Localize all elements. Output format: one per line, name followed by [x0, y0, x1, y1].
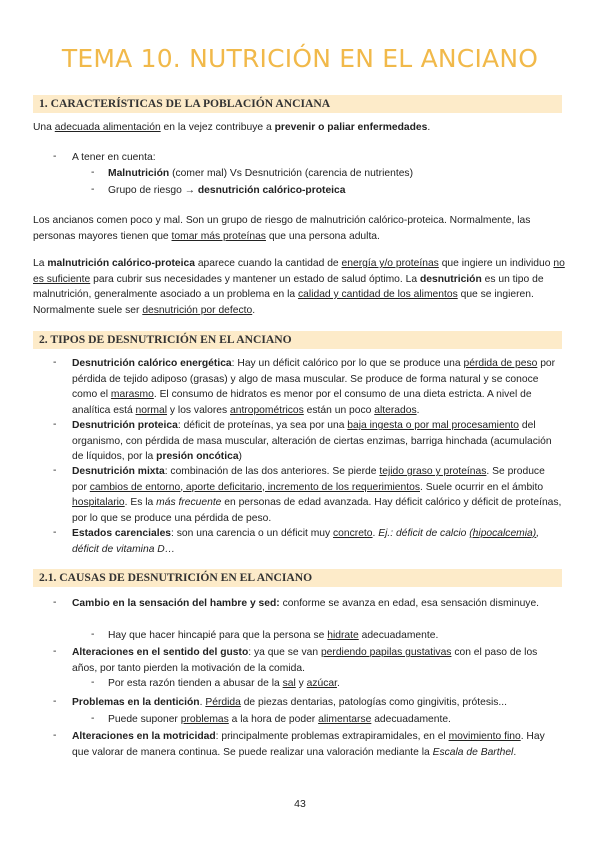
sub-item-hidratacion: Hay que hacer hincapié para que la persona se hidrate adecuadamente.: [108, 630, 439, 641]
list-item-motricidad: Alteraciones en la motricidad: principalmente problemas extrapiramidales, en el movimiento fino. Hay que valorar de manera continua. Se puede realizar una valoración mediante la Escala de Barthel.: [72, 731, 545, 758]
bullet-dash: -: [53, 696, 57, 707]
paragraph-malnutricion: La malnutrición calórico-proteica aparece cuando la cantidad de energía y/o proteínas que ingiere un individuo no es suficiente para cubrir sus necesidades y mantener un estado de salud óptimo. La desnutrición es un tipo de malnutrición, generalmente asociado a un problema en la calidad y cantidad de los alimentos que se ingieren. Normalmente suele ser desnutrición por defecto.: [33, 258, 565, 316]
bullet-dash: -: [53, 357, 57, 368]
list-item-mixta: Desnutrición mixta: combinación de las dos anteriores. Se pierde tejido graso y proteínas. Se produce por cambios de entorno, aporte deficitario, incremento de los requerimientos. Suele ocurrir en el ámbito hospitalario. Es la más frecuente en personas de edad avanzada. Hay déficit calórico y déficit de proteínas, por lo que se produce una pérdida de peso.: [72, 466, 562, 524]
bullet-dash: -: [53, 730, 57, 741]
section-heading-2-1: 2.1. CAUSAS DE DESNUTRICIÓN EN EL ANCIANO: [33, 569, 562, 587]
list-item-carenciales: Estados carenciales: son una carencia o un déficit muy concreto. Ej.: déficit de calcio (hipocalcemia), déficit de vitamina D…: [72, 528, 540, 555]
bullet-dash: -: [53, 597, 57, 608]
bullet-dash: -: [53, 527, 57, 538]
bullet-dash: -: [91, 629, 95, 640]
page-number: 43: [294, 798, 306, 810]
bullet-dash: -: [91, 713, 95, 724]
section-heading-2: 2. TIPOS DE DESNUTRICIÓN EN EL ANCIANO: [33, 331, 562, 349]
list-item-gusto: Alteraciones en el sentido del gusto: ya que se van perdiendo papilas gustativas con el paso de los años, por tanto pierden la motivación de la comida.: [72, 647, 538, 674]
bullet-dash: -: [53, 465, 57, 476]
bullet-dash: -: [91, 184, 95, 195]
bullet-dash: -: [53, 419, 57, 430]
paragraph-ancianos: Los ancianos comen poco y mal. Son un grupo de riesgo de malnutrición calórico-proteica. Normalmente, las personas mayores tienen que tomar más proteínas que una persona adulta.: [33, 215, 531, 242]
section-heading-1: 1. CARACTERÍSTICAS DE LA POBLACIÓN ANCIANA: [33, 95, 562, 113]
intro-paragraph: Una adecuada alimentación en la vejez contribuye a prevenir o paliar enfermedades.: [33, 122, 431, 133]
list-item-tener: A tener en cuenta:: [72, 152, 156, 163]
sub-item-sal-azucar: Por esta razón tienden a abusar de la sal y azúcar.: [108, 678, 340, 689]
list-item-denticion: Problemas en la dentición. Pérdida de piezas dentarias, patologías como gingivitis, prótesis...: [72, 697, 507, 708]
list-item-hambre-sed: Cambio en la sensación del hambre y sed: conforme se avanza en edad, esa sensación disminuye.: [72, 598, 540, 609]
list-item-calorico-energetica: Desnutrición calórico energética: Hay un déficit calórico por lo que se produce una pérdida de peso por pérdida de tejido adiposo (grasas) y algo de masa muscular. Se produce de forma natural y se conoce como el marasmo. El consumo de hidratos es menor por el consumo de una dieta estricta. A nivel de analítica está normal y los valores antropométricos están un poco alterados.: [72, 358, 556, 416]
list-item-malnutricion: Malnutrición (comer mal) Vs Desnutrición (carencia de nutrientes): [108, 168, 414, 179]
list-item-grupo-riesgo: Grupo de riesgo → desnutrición calórico-proteica: [108, 185, 346, 196]
bullet-dash: -: [91, 677, 95, 688]
bullet-dash: -: [53, 646, 57, 657]
page-title: TEMA 10. NUTRICIÓN EN EL ANCIANO: [61, 44, 539, 73]
sub-item-alimentarse: Puede suponer problemas a la hora de poder alimentarse adecuadamente.: [108, 714, 451, 725]
list-item-proteica: Desnutrición proteica: déficit de proteínas, ya sea por una baja ingesta o por mal procesamiento del organismo, con pérdida de masa muscular, alteración de ciertas enzimas, barriga hinchada (acumulación de líquidos, por la presión oncótica): [72, 420, 552, 462]
bullet-dash: -: [91, 167, 95, 178]
bullet-dash: -: [53, 151, 57, 162]
